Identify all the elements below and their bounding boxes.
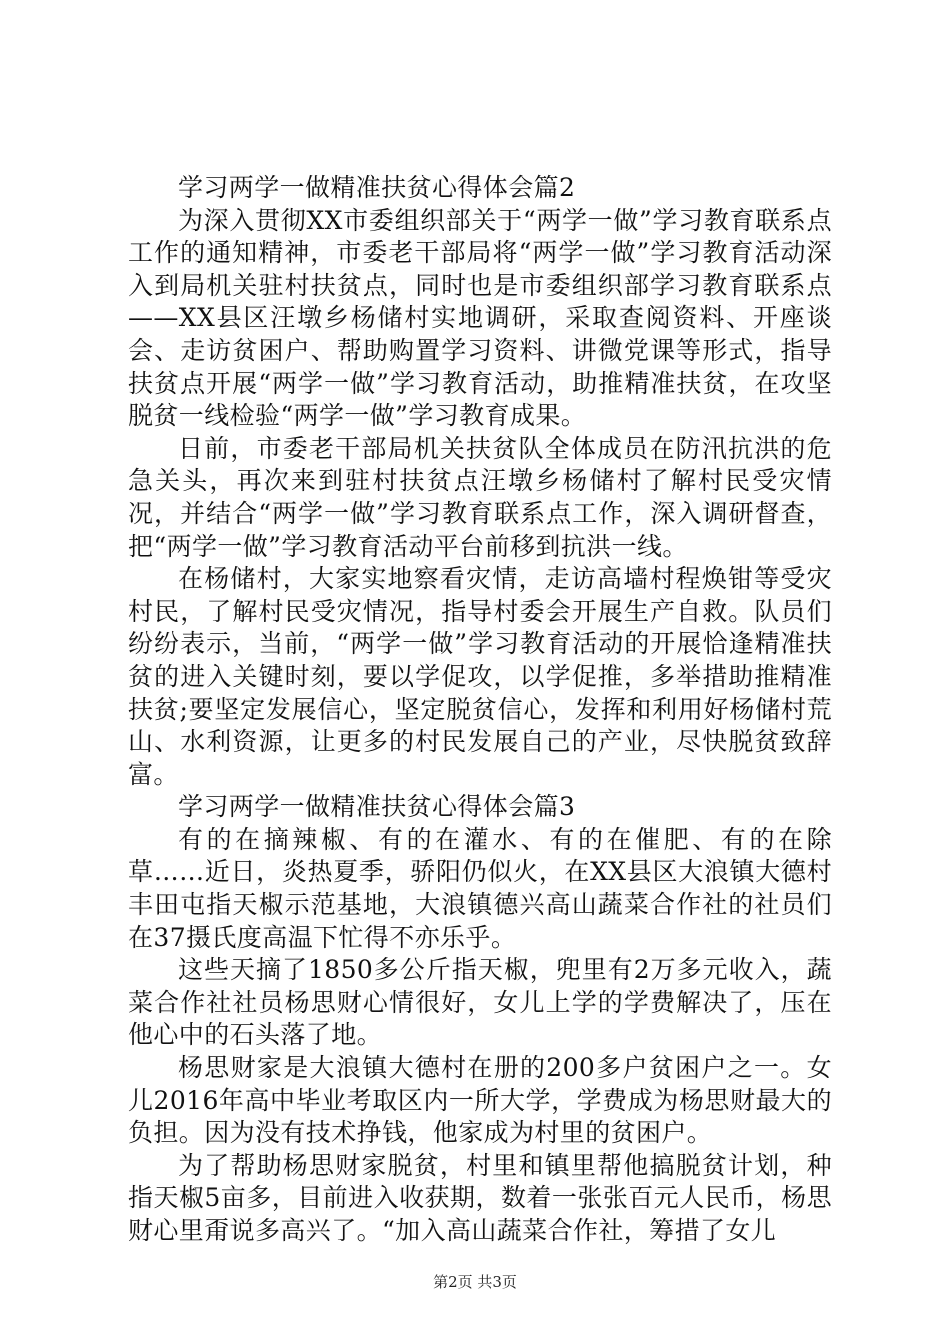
paragraph: 在杨储村，大家实地察看灾情，走访高墙村程焕钳等受灾村民，了解村民受灾情况，指导村委会开展生产自救。队员们纷纷表示，当前，“两学一做”学习教育活动的开展恰逢精准扶贫的进入关键时刻，要以学促攻，以学促推，多举措助推精准扶贫;要坚定发展信心，坚定脱贫信心，发挥和利用好杨储村荒山、水利资源，让更多的村民发展自己的产业，尽快脱贫致辞富。 [128, 564, 832, 789]
paragraph: 有的在摘辣椒、有的在灌水、有的在催肥、有的在除草……近日，炎热夏季，骄阳仍似火，在XX县区大浪镇大德村丰田屯指天椒示范基地，大浪镇德兴高山蔬菜合作社的社员们在37摄氏度高温下忙得不亦乐乎。 [128, 824, 832, 952]
paragraph: 这些天摘了1850多公斤指天椒，兜里有2万多元收入，蔬菜合作社社员杨思财心情很好，女儿上学的学费解决了，压在他心中的石头落了地。 [128, 955, 832, 1050]
paragraph: 为深入贯彻XX市委组织部关于“两学一做”学习教育联系点工作的通知精神，市委老干部局将“两学一做”学习教育活动深入到局机关驻村扶贫点，同时也是市委组织部学习教育联系点——XX县区汪墩乡杨储村实地调研，采取查阅资料、开座谈会、走访贫困户、帮助购置学习资料、讲微党课等形式，指导扶贫点开展“两学一做”学习教育活动，助推精准扶贫，在攻坚脱贫一线检验“两学一做”学习教育成果。 [128, 205, 832, 431]
page-number-footer: 第2页 共3页 [433, 1273, 517, 1291]
paragraph: 日前，市委老干部局机关扶贫队全体成员在防汛抗洪的危急关头，再次来到驻村扶贫点汪墩乡杨储村了解村民受灾情况，并结合“两学一做”学习教育联系点工作，深入调研督查，把“两学一做”学习教育活动平台前移到抗洪一线。 [128, 433, 832, 561]
section-heading-3: 学习两学一做精准扶贫心得体会篇3 [178, 792, 576, 822]
section-heading-2: 学习两学一做精准扶贫心得体会篇2 [178, 173, 576, 202]
document-body [128, 172, 832, 1248]
paragraph: 杨思财家是大浪镇大德村在册的200多户贫困户之一。女儿2016年高中毕业考取区内一所大学，学费成为杨思财最大的负担。因为没有技术挣钱，他家成为村里的贫困户。 [128, 1053, 832, 1148]
paragraph: 为了帮助杨思财家脱贫，村里和镇里帮他搞脱贫计划，种指天椒5亩多，目前进入收获期，数着一张张百元人民币，杨思财心里甭说多高兴了。“加入高山蔬菜合作社，筹措了女儿 [128, 1150, 832, 1245]
